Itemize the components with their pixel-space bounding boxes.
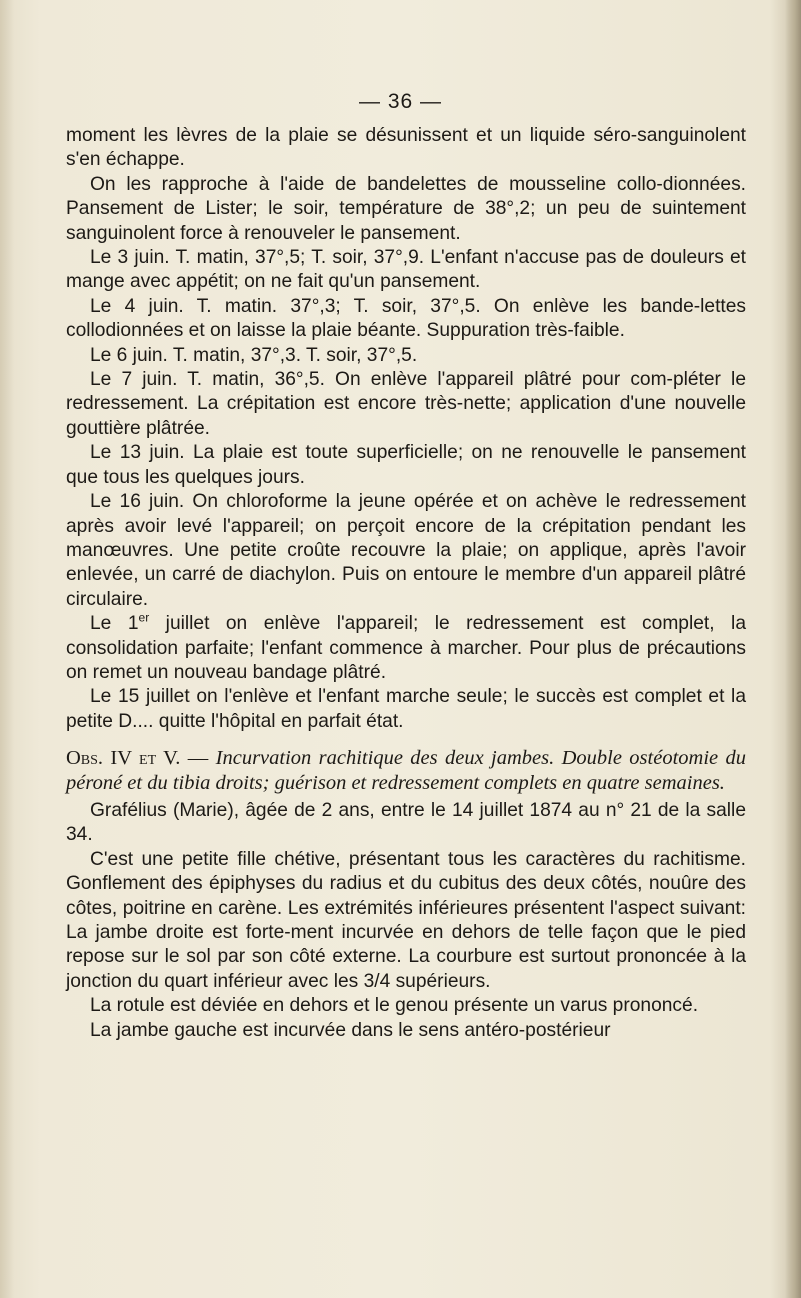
- paragraph-juillet: [66, 612, 746, 685]
- paragraph-obs-1: Grafélius (Marie), âgée de 2 ans, entre le 14 juillet 1874 au n° 21 de la salle 34.: [66, 799, 746, 846]
- paragraph-7: Le 13 juin. La plaie est toute superficielle; on ne renouvelle le pansement que tous les quelques jours.: [66, 442, 746, 488]
- observation-dash: —: [180, 747, 216, 770]
- observation-label: Obs. IV et V.: [66, 747, 181, 770]
- juillet-superscript: er: [138, 610, 150, 625]
- observation-heading: [66, 746, 746, 795]
- paragraph-4: Le 4 juin. T. matin. 37°,3; T. soir, 37°,5. On enlève les bande-lettes collodionnées et on laisse la plaie béante. Suppuration très-faible.: [66, 295, 746, 342]
- paragraph-2: On les rapproche à l'aide de bandelettes de mousseline collo-dionnées. Pansement de Lister; le soir, température de 38°,2; un peu de suintement sanguinolent force à renouveler le pansement.: [66, 173, 746, 244]
- page-left-shadow: [0, 0, 14, 1298]
- paragraph-1: moment les lèvres de la plaie se désunissent et un liquide séro-sanguinolent s'en échappe.: [66, 125, 746, 171]
- page-number: — 36 —: [358, 90, 443, 113]
- juillet-rest: juillet on enlève l'appareil; le redressement est complet, la consolidation parfaite; l'enfant commence à marcher. Pour plus de précautions on remet un nouveau bandage plâtré.: [66, 613, 746, 683]
- paragraph-obs-3: La rotule est déviée en dehors et le genou présente un varus prononcé.: [90, 995, 699, 1017]
- body-text: [66, 124, 746, 1043]
- paragraph-5: Le 6 juin. T. matin, 37°,3. T. soir, 37°,5.: [90, 344, 418, 366]
- juillet-prefix: Le 1: [90, 613, 139, 635]
- paragraph-obs-2: C'est une petite fille chétive, présentant tous les caractères du rachitisme. Gonflement des épiphyses du radius et du cubitus des deux côtés, nouûre des côtes, poitrine en carène. Les extrémités inférieures présentent l'aspect suivant: La jambe droite est forte-ment incurvée en dehors de telle façon que le pied repose sur le sol par son côté externe. La courbure est surtout prononcée à la jonction du quart inférieur avec les 3/4 supérieurs.: [66, 848, 746, 992]
- paragraph-obs-4: La jambe gauche est incurvée dans le sens antéro-postérieur: [90, 1019, 611, 1041]
- page-right-edge: [785, 0, 801, 1298]
- observation-title: Incurvation rachitique des deux jambes. Double ostéotomie du péroné et du tibia droits; guérison et redressement complets en quatre semaines.: [66, 747, 746, 794]
- paragraph-3: Le 3 juin. T. matin, 37°,5; T. soir, 37°,9. L'enfant n'accuse pas de douleurs et mange avec appétit; on ne fait qu'un pansement.: [66, 247, 746, 293]
- paragraph-15-juillet: Le 15 juillet on l'enlève et l'enfant marche seule; le succès est complet et la petite D.... quitte l'hôpital en parfait état.: [66, 686, 746, 732]
- paragraph-6: Le 7 juin. T. matin, 36°,5. On enlève l'appareil plâtré pour com-pléter le redressement. La crépitation est encore très-nette; application d'une nouvelle gouttière plâtrée.: [66, 369, 746, 439]
- paragraph-8: Le 16 juin. On chloroforme la jeune opérée et on achève le redressement après avoir levé l'appareil; on perçoit encore de la crépitation pendant les manœuvres. Une petite croûte recouvre la plaie; on applique, après l'avoir enlevée, un carré de diachylon. Puis on entoure le membre d'un appareil plâtré circulaire.: [66, 491, 746, 610]
